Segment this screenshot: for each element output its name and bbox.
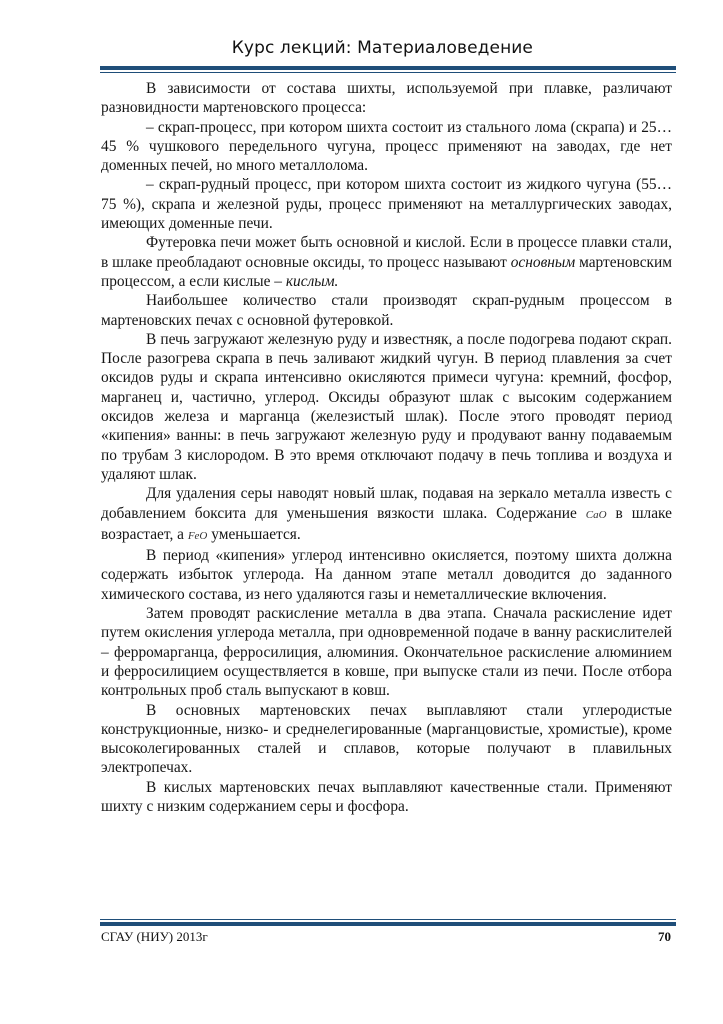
paragraph-2: – скрап-процесс, при котором шихта состоит из стального лома (скрапа) и 25…45 % чушкового передельного чугуна, процесс применяют на заводах, где нет доменных печей, но много металлолома. (101, 118, 672, 175)
paragraph-3: – скрап-рудный процесс, при котором шихта состоит из жидкого чугуна (55…75 %), скрапа и железной руды, процесс применяют на металлургических заводах, имеющих доменные печи. (101, 176, 672, 233)
emphasis-acidic: кислым. (285, 272, 339, 290)
paragraph-6: В печь загружают железную руду и известняк, а после подогрева подают скрап. После разогрева скрапа в печь заливают жидкий чугун. В период плавления за счет оксидов руды и скрапа интенсивно окисляются примеси чугуна: кремний, фосфор, марганец и, частично, углерод. Оксиды образуют шлак с высоким содержанием оксидов железа и марганца (железистый шлак). После этого проводят период «кипения» ванны: в печь загружают железную руду и продувают ванну подаваемым по трубам 3 кислородом. В это время отключают подачу в печь топлива и воздуха и удаляют шлак. (101, 330, 672, 483)
formula-feo: FeO (187, 529, 208, 542)
paragraph-5: Наибольшее количество стали производят скрап-рудным процессом в мартеновских печах с основной футеровкой. (101, 292, 672, 329)
running-header-title: Курс лекций: Материаловедение (231, 38, 533, 58)
page-number: 70 (658, 929, 671, 944)
footer-institution: СГАУ (НИУ) 2013г (101, 929, 208, 944)
paragraph-11: В кислых мартеновских печах выплавляют качественные стали. Применяют шихту с низким содержанием серы и фосфора. (101, 778, 672, 815)
paragraph-8: В период «кипения» углерод интенсивно окисляется, поэтому шихта должна содержать избыток углерода. На данном этапе металл доводится до заданного химического состава, из него удаляются газы и неметаллические включения. (101, 547, 672, 603)
body-text (101, 79, 672, 816)
paragraph-7-text-a: Для удаления серы наводят новый шлак, подавая на зеркало металла известь с добавлением боксита для уменьшения вязкости шлака. Содержание (101, 485, 672, 522)
footer-rule-thin (100, 919, 676, 920)
paragraph-7-text-b: в шлаке возрастает, а (101, 504, 672, 543)
paragraph-1: В зависимости от состава шихты, используемой при плавке, различают разновидности мартеновского процесса: (101, 80, 672, 117)
paragraph-4 (101, 233, 672, 291)
emphasis-basic: основным (510, 253, 576, 271)
header-rule-thin (100, 72, 676, 73)
paragraph-7-text-c: уменьшается. (207, 525, 301, 543)
paragraph-7 (101, 484, 672, 546)
footer-rule (100, 922, 676, 926)
paragraph-9: Затем проводят раскисление металла в два этапа. Сначала раскисление идет путем окисления углерода металла, при одновременной подаче в ванну раскислителей – ферромарганца, ферросилиция, алюминия. Окончательное раскисление алюминием и ферросилицием осуществляется в ковше, при выпуске стали из печи. После отбора контрольных проб сталь выпускают в ковш. (101, 605, 672, 700)
formula-cao: CaO (585, 508, 607, 521)
paragraph-10: В основных мартеновских печах выплавляют стали углеродистые конструкционные, низко- и среднелегированные (марганцовистые, хромистые), кроме высоколегированных сталей и сплавов, которые получают в плавильных электропечах. (101, 701, 672, 777)
paragraph-4-text-a: Футеровка печи может быть основной и кислой. Если в процессе плавки стали, в шлаке преобладают основные оксиды, то процесс называют (101, 234, 672, 271)
header-rule (100, 66, 676, 70)
paragraph-4-text-b: мартеновским процессом, а если кислые – (101, 253, 672, 290)
